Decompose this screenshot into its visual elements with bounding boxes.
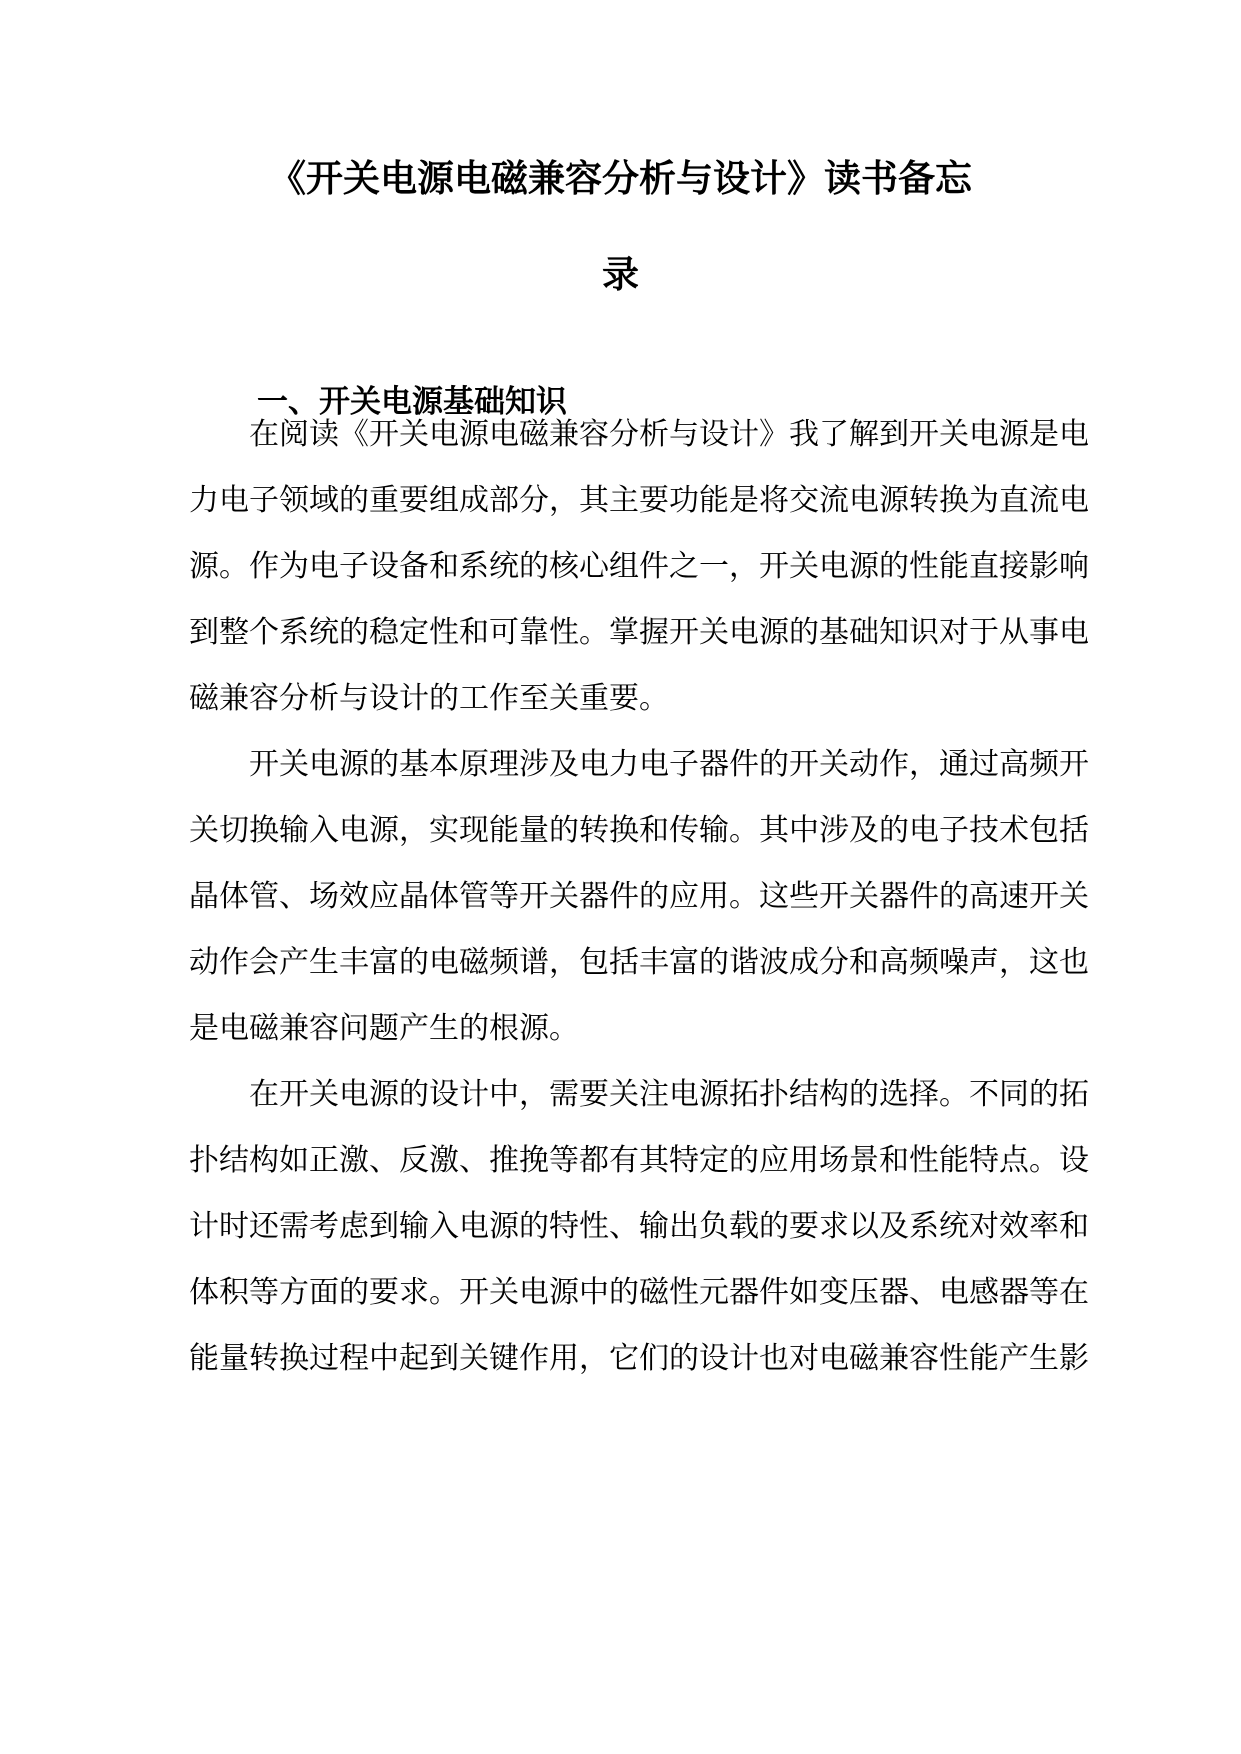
paragraph-line: 扑结构如正激、反激、推挽等都有其特定的应用场景和性能特点。设 — [189, 1143, 1089, 1178]
paragraph-line: 能量转换过程中起到关键作用，它们的设计也对电磁兼容性能产生影 — [189, 1341, 1089, 1376]
paragraph-line: 体积等方面的要求。开关电源中的磁性元器件如变压器、电感器等在 — [189, 1275, 1089, 1310]
paragraph-line: 计时还需考虑到输入电源的特性、输出负载的要求以及系统对效率和 — [189, 1209, 1089, 1244]
paragraph-line: 在开关电源的设计中，需要关注电源拓扑结构的选择。不同的拓 — [249, 1077, 1089, 1112]
document-title-line-1: 《开关电源电磁兼容分析与设计》读书备忘 — [269, 156, 972, 200]
paragraph-line: 磁兼容分析与设计的工作至关重要。 — [189, 681, 669, 716]
paragraph-line: 关切换输入电源，实现能量的转换和传输。其中涉及的电子技术包括 — [189, 813, 1089, 848]
paragraph-line: 到整个系统的稳定性和可靠性。掌握开关电源的基础知识对于从事电 — [189, 615, 1089, 650]
paragraph-line: 动作会产生丰富的电磁频谱，包括丰富的谐波成分和高频噪声，这也 — [189, 945, 1089, 980]
paragraph-line: 源。作为电子设备和系统的核心组件之一，开关电源的性能直接影响 — [189, 549, 1089, 584]
paragraph-line: 是电磁兼容问题产生的根源。 — [189, 1011, 579, 1046]
paragraph-line: 开关电源的基本原理涉及电力电子器件的开关动作，通过高频开 — [249, 747, 1089, 782]
document-title-line-2: 录 — [602, 252, 639, 296]
paragraph-line: 在阅读《开关电源电磁兼容分析与设计》我了解到开关电源是电 — [249, 417, 1089, 452]
paragraph-line: 力电子领域的重要组成部分，其主要功能是将交流电源转换为直流电 — [189, 483, 1089, 518]
paragraph-line: 晶体管、场效应晶体管等开关器件的应用。这些开关器件的高速开关 — [189, 879, 1089, 914]
section-heading: 一、开关电源基础知识 — [257, 384, 567, 420]
